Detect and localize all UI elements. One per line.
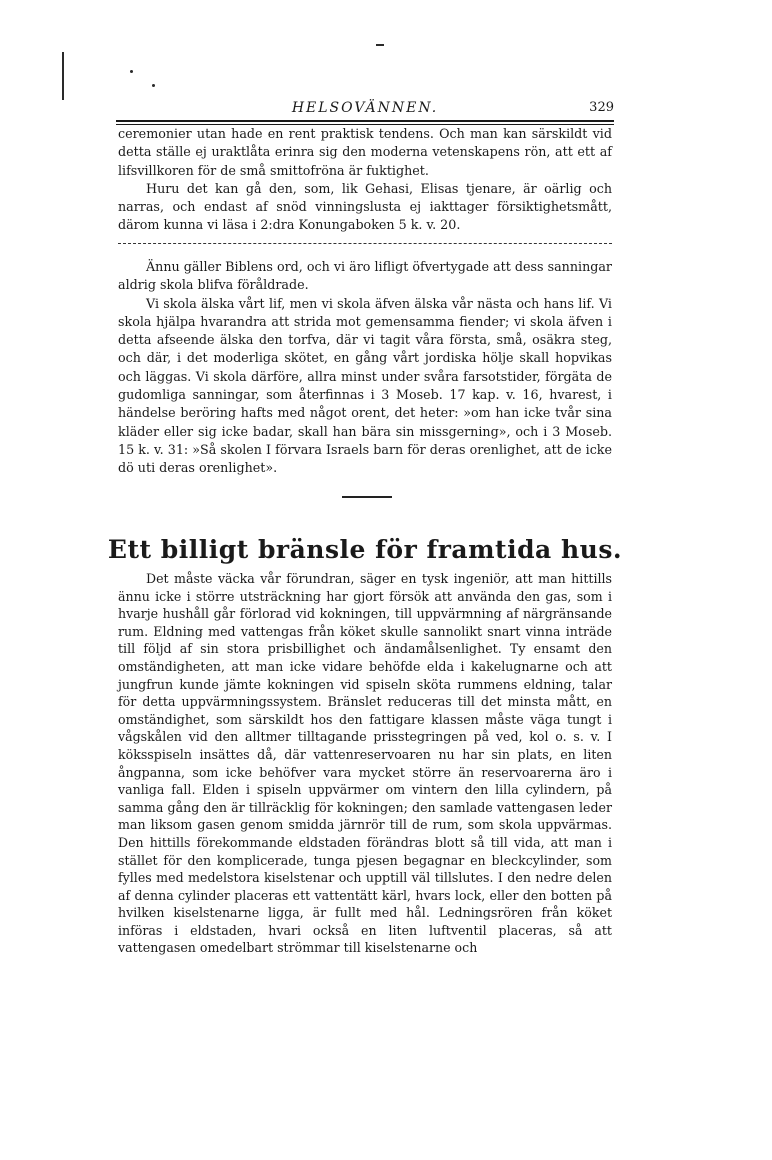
paragraph: Det måste väcka vår förundran, säger en tysk ingeniör, att man hittills ännu icke i större utsträckning har gjort försök att använda den gas, som i hvarje hushåll går förlorad vid kokningen, till uppvärmning af närgränsande rum. Eldning med vattengas från köket skulle sannolikt snart vinna inträde till följd af sin stora prisbillighet och ändamålsenlighet. Ty ensamt den omständigheten, att man icke vidare behöfde elda i kakelugnarne och att jungfrun kunde jämte kokningen vid spiseln sköta rummens eldning, talar för detta uppvärmningssystem. Bränslet reduceras till det minsta mått, en omständighet, som särskildt hos den fattigare klassen måste väga tungt i vågskålen vid den alltmer tilltagande prisstegringen på ved, kol o. s. v. I köksspiseln insättes då, där vattenreservoaren nu har sin plats, en liten ångpanna, som icke behöfver vara mycket större än reservoarerna äro i vanliga fall. Elden i spiseln uppvärmer om vintern den lilla cylindern, på samma gång den är tillräcklig för kokningen; den samlade vattengasen leder man liksom gasen genom smidda järnrör till de rum, som skola uppvärmas. Den hittills förekommande eldstaden förändras blott så till vida, att man i stället för den komplicerade, tunga pjesen begagnar en bleckcylinder, som fylles med medelstora kiselstenar och upptill väl tillslutes. I den nedre delen af denna cylinder placeras ett vattentätt kärl, hvars lock, eller den botten på hvilken kiselstenarne ligga, är fullt med hål. Ledningsrören från köket införas i eldstaden, hvari också en liten luftventil placeras, så att vattengasen omedelbart strömmar till kiselstenarne och: [118, 571, 612, 956]
article-body: [118, 570, 612, 957]
section-2: [118, 258, 612, 478]
top-dash-mark: [376, 44, 384, 46]
paragraph: Ännu gäller Biblens ord, och vi äro lifligt öfvertygade att dess sanningar aldrig skola blifva föråldrade.: [118, 259, 612, 293]
paragraph: Huru det kan gå den, som, lik Gehasi, Elisas tjenare, är oärlig och narras, och endast af snöd vinningslusta ej iakttager försiktighetsmått, därom kunna vi läsa i 2:dra Konungaboken 5 k. v. 20.: [118, 180, 612, 233]
ink-dot-mark: [130, 70, 133, 73]
page-number: 329: [589, 100, 614, 115]
paragraph: ceremonier utan hade en rent praktisk tendens. Och man kan särskildt vid detta ställe ej uraktlåta erinra sig den moderna vetenskapens rön, att ett af lifsvillkoren för de små smittofröna är fuktighet.: [118, 126, 612, 178]
running-title: HELSOVÄNNEN.: [291, 100, 439, 116]
section-rule: [342, 496, 392, 498]
page-header: [116, 100, 614, 120]
dashed-separator: [118, 243, 612, 244]
article-heading: Ett billigt bränsle för framtida hus.: [107, 535, 623, 564]
paragraph: Vi skola älska vårt lif, men vi skola äfven älska vår nästa och hans lif. Vi skola hjälpa hvarandra att strida mot gemensamma fiender; vi skola äfven i detta afseende älska den torfva, där vi tagit våra första, små, osäkra steg, och där, i det moderliga skötet, en gång vårt jordiska hölje skall hopvikas och läggas. Vi skola därföre, allra minst under svåra farsotstider, förgäta de gudomliga sanningar, som återfinnas i 3 Moseb. 17 kap. v. 16, hvarest, i händelse beröring hafts med något orent, det heter: »om han icke tvår sina kläder eller sig icke badar, skall han bära sin missgerning», och i 3 Moseb. 15 k. v. 31: »Så skolen I förvara Israels barn för deras orenlighet, att de icke dö uti deras orenlighet».: [118, 295, 612, 476]
section-1: [118, 125, 612, 235]
margin-line-mark: [62, 52, 64, 100]
ink-dot-mark: [152, 84, 155, 87]
